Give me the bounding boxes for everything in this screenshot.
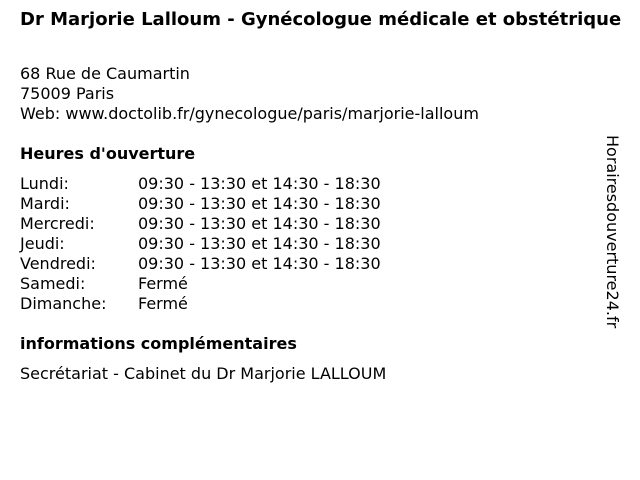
address-street: 68 Rue de Caumartin: [20, 64, 190, 83]
address-block: [20, 64, 479, 124]
hours-day: Dimanche:: [20, 294, 107, 313]
hours-time: 09:30 - 13:30 et 14:30 - 18:30: [138, 174, 381, 193]
hours-day: Mercredi:: [20, 214, 95, 233]
hours-time: Fermé: [138, 294, 188, 313]
hours-time: 09:30 - 13:30 et 14:30 - 18:30: [138, 214, 381, 233]
hours-day: Lundi:: [20, 174, 69, 193]
address-city: 75009 Paris: [20, 84, 115, 103]
hours-day: Mardi:: [20, 194, 70, 213]
info-heading: informations complémentaires: [20, 334, 297, 353]
hours-heading: Heures d'ouverture: [20, 144, 196, 163]
info-text: Secrétariat - Cabinet du Dr Marjorie LALLOUM: [20, 364, 387, 383]
hours-time: 09:30 - 13:30 et 14:30 - 18:30: [138, 254, 381, 273]
site-watermark: Horairesdouverture24.fr: [603, 135, 622, 329]
hours-day: Jeudi:: [20, 234, 65, 253]
hours-day: Vendredi:: [20, 254, 96, 273]
hours-time: 09:30 - 13:30 et 14:30 - 18:30: [138, 194, 381, 213]
hours-time: 09:30 - 13:30 et 14:30 - 18:30: [138, 234, 381, 253]
page-title: Dr Marjorie Lalloum - Gynécologue médicale et obstétrique: [20, 9, 622, 30]
address-web: Web: www.doctolib.fr/gynecologue/paris/marjorie-lalloum: [20, 104, 479, 123]
hours-time: Fermé: [138, 274, 188, 293]
hours-day: Samedi:: [20, 274, 86, 293]
